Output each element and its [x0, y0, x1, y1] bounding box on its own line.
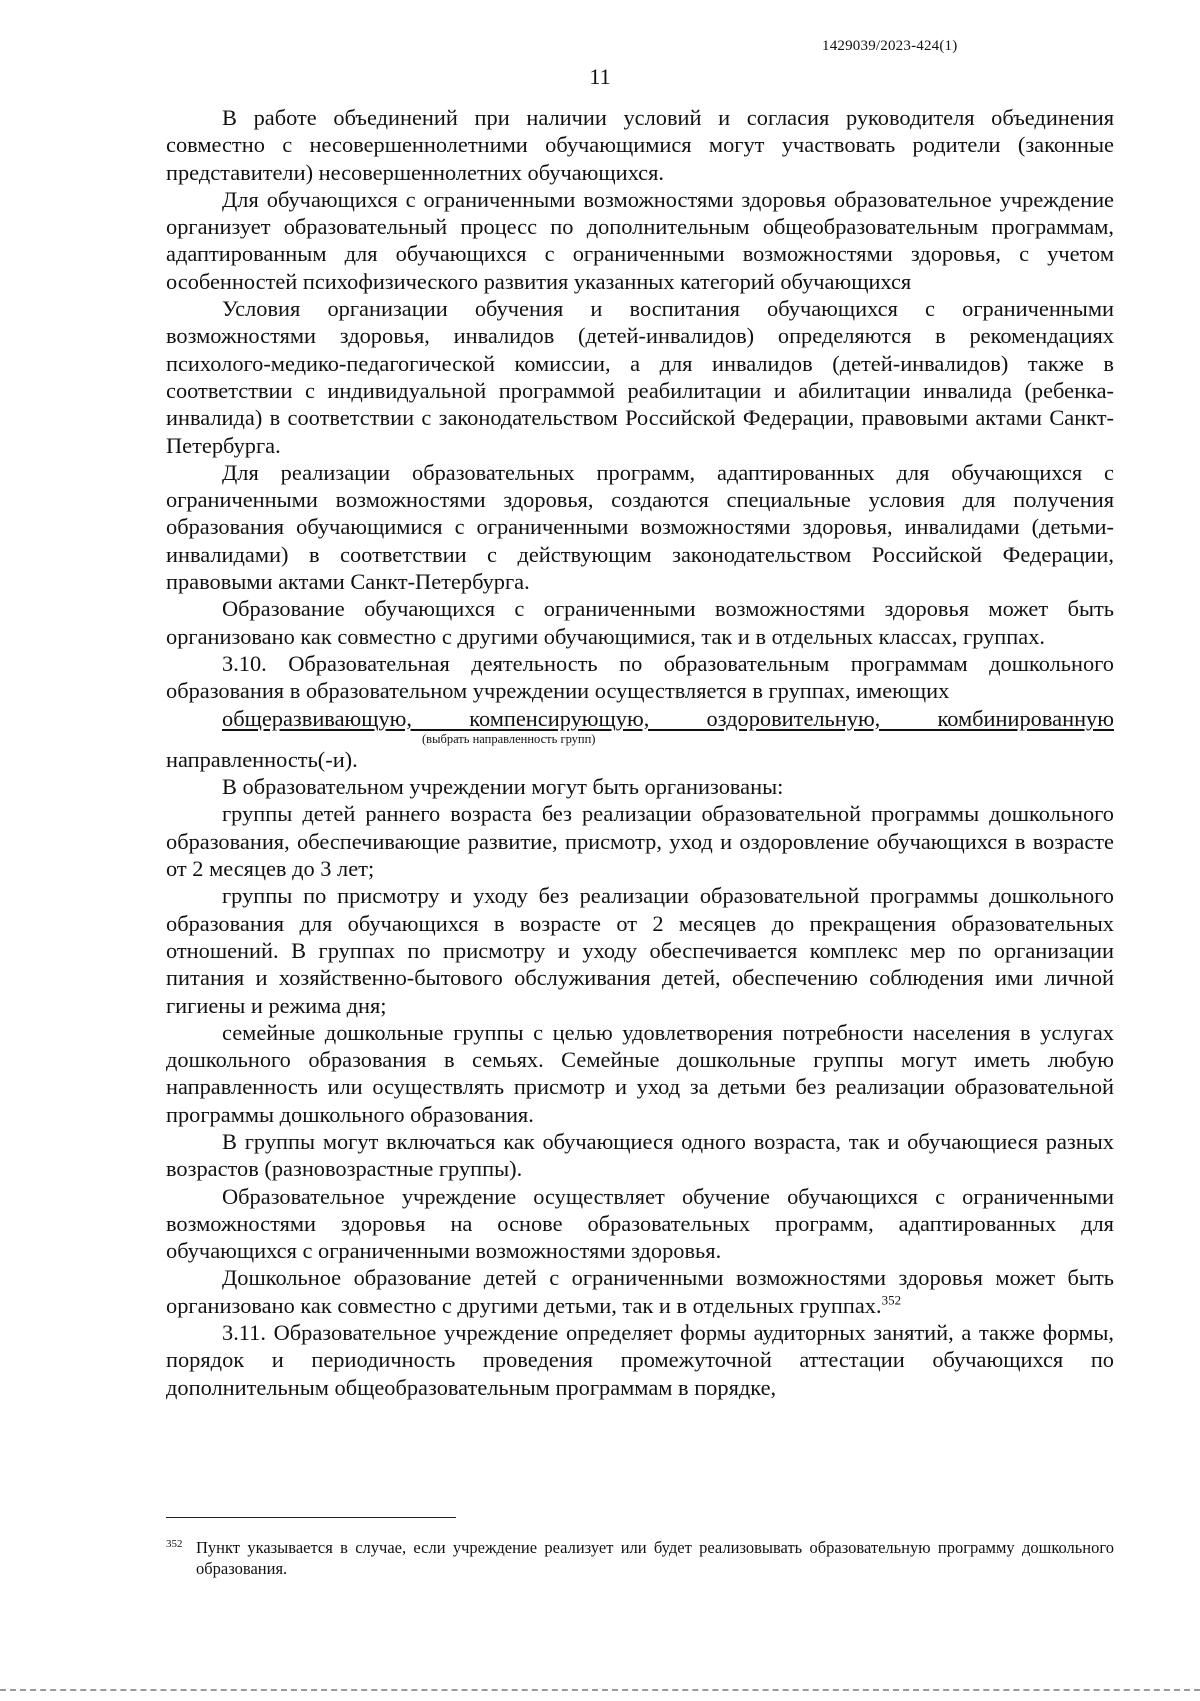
paragraph-text: Дошкольное образование детей с ограниченными возможностями здоровья может быть организовано как совместно с другими детьми, так и в отдельных группах.: [166, 1265, 1114, 1318]
section-3-10-lead: 3.10. Образовательная деятельность по образовательным программам дошкольного образования в образовательном учреждении осуществляется в группах, имеющих: [166, 650, 1114, 704]
document-body: [166, 104, 1114, 1401]
paragraph: Для обучающихся с ограниченными возможностями здоровья образовательное учреждение организует образовательный процесс по дополнительным общеобразовательным программам, адаптированным для обучающихся с ограниченными возможностями здоровья, с учетом особенностей психофизического развития указанных категорий обучающихся: [166, 186, 1114, 294]
paragraph: В работе объединений при наличии условий и согласия руководителя объединения совместно с несовершеннолетними обучающимися могут участвовать родители (законные представители) несовершеннолетних обучающихся.: [166, 105, 1114, 185]
footnote-text: Пункт указывается в случае, если учреждение реализует или будет реализовывать образовательную программу дошкольного образования.: [196, 1538, 1114, 1578]
paragraph: Образование обучающихся с ограниченными возможностями здоровья может быть организовано как совместно с другими обучающимися, так и в отдельных классах, группах.: [166, 596, 1114, 649]
fill-in-hint: (выбрать направленность групп): [422, 731, 596, 746]
paragraph: Условия организации обучения и воспитания обучающихся с ограниченными возможностями здоровья, инвалидов (детей-инвалидов) определяются в рекомендациях психолого-медико-педагогической комиссии, а для инвалидов (детей-инвалидов) также в соответствии с индивидуальной программой реабилитации и абилитации инвалида (ребенка-инвалида) в соответствии с законодательством Российской Федерации, правовыми актами Санкт-Петербурга.: [166, 296, 1114, 458]
paragraph: группы детей раннего возраста без реализации образовательной программы дошкольного образования, обеспечивающие развитие, присмотр, уход и оздоровление обучающихся в возрасте от 2 месяцев до 3 лет;: [166, 801, 1114, 882]
page-number: 11: [589, 64, 611, 89]
footnote-reference[interactable]: 352: [881, 1292, 902, 1308]
footnote: 352 Пункт указывается в случае, если учреждение реализует или будет реализовывать образовательную программу дошкольного образования.: [166, 1537, 1114, 1578]
paragraph: Образовательное учреждение осуществляет обучение обучающихся с ограниченными возможностями здоровья на основе образовательных программ, адаптированных для обучающихся с ограниченными возможностями здоровья.: [166, 1183, 1114, 1264]
group-orientation-options: общеразвивающую, компенсирующую, оздоровительную, комбинированную: [222, 705, 1114, 731]
footnote-separator: [166, 1517, 456, 1518]
scan-artifact-line: [0, 1689, 1200, 1691]
paragraph: В образовательном учреждении могут быть организованы:: [222, 774, 784, 800]
paragraph: Для реализации образовательных программ, адаптированных для обучающихся с ограниченными возможностями здоровья, создаются специальные условия для получения образования обучающимися с ограниченными возможностями здоровья, инвалидами (детьми-инвалидами) в соответствии с действующим законодательством Российской Федерации, правовыми актами Санкт-Петербурга.: [166, 459, 1114, 595]
paragraph: группы по присмотру и уходу без реализации образовательной программы дошкольного образования для обучающихся в возрасте от 2 месяцев до прекращения образовательных отношений. В группах по присмотру и уходу обеспечивается комплекс мер по организации питания и хозяйственно-бытового обслуживания детей, обеспечению соблюдения ими личной гигиены и режима дня;: [166, 883, 1114, 1018]
paragraph: В группы могут включаться как обучающиеся одного возраста, так и обучающиеся разных возрастов (разновозрастные группы).: [166, 1128, 1114, 1182]
paragraph-with-footnote: [166, 1264, 1114, 1319]
paragraph: семейные дошкольные группы с целью удовлетворения потребности населения в услугах дошкольного образования в семьях. Семейные дошкольные группы могут иметь любую направленность или осуществлять присмотр и уход за детьми без реализации образовательной программы дошкольного образования.: [166, 1019, 1114, 1127]
section-3-11: 3.11. Образовательное учреждение определяет формы аудиторных занятий, а также формы, порядок и периодичность проведения промежуточной аттестации обучающихся по дополнительным общеобразовательным программам в порядке,: [166, 1320, 1114, 1400]
section-3-10-tail: направленность(-и).: [166, 746, 358, 772]
document-number: 1429039/2023-424(1): [822, 38, 958, 54]
